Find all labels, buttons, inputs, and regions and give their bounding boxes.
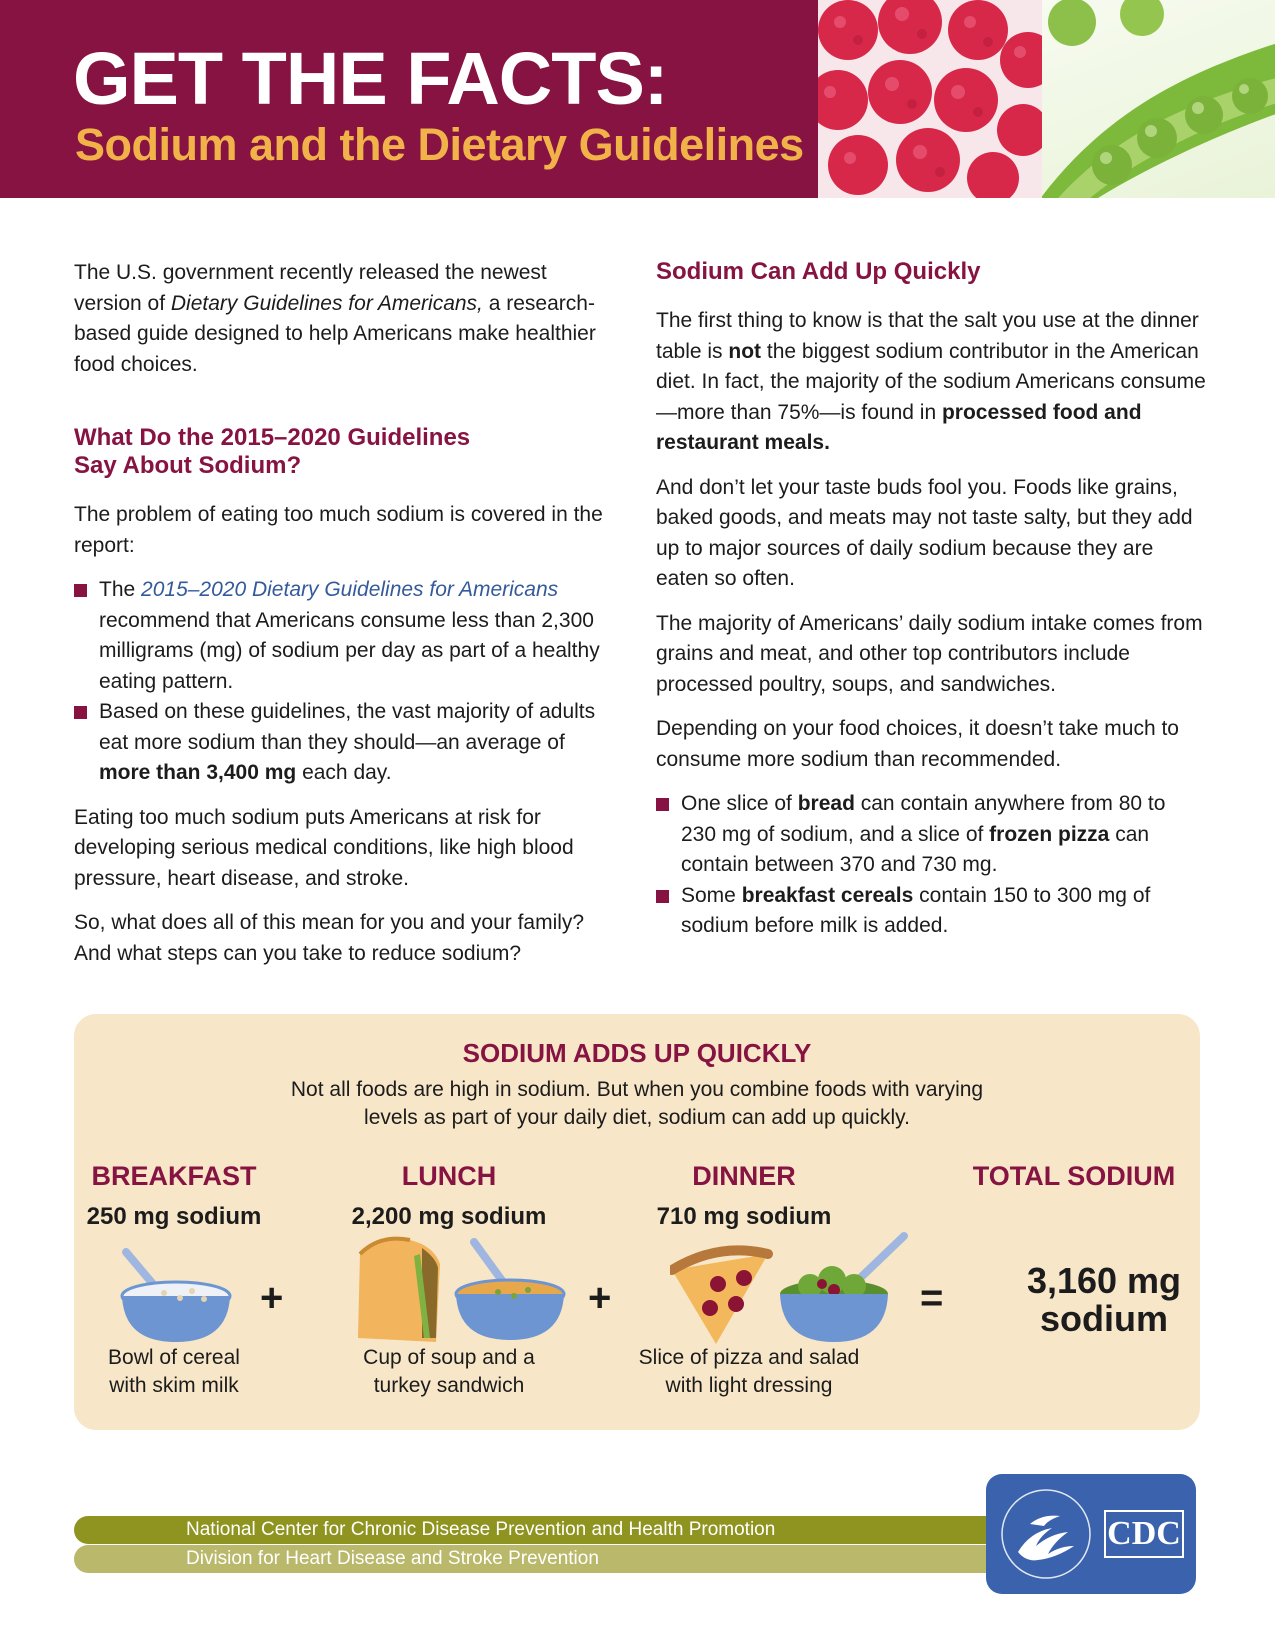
meal-label: BREAKFAST — [91, 1161, 257, 1191]
problem-paragraph: The problem of eating too much sodium is covered in the report: — [74, 503, 603, 557]
raspberries-photo — [818, 0, 1042, 198]
add-up-heading: Sodium Can Add Up Quickly — [656, 258, 981, 285]
left-column — [74, 258, 614, 983]
guidelines-bullet-list — [74, 575, 614, 789]
majority-paragraph: The majority of Americans’ daily sodium intake comes from grains and meat, and other top contributors include processed poultry, soups, and sandwiches. — [656, 611, 1203, 696]
lunch-column — [344, 1160, 554, 1232]
meal-amount: 250 mg sodium — [86, 1203, 262, 1230]
pizza-slice-icon — [670, 1240, 774, 1344]
peas-photo — [1042, 0, 1275, 198]
footer-bar-division — [74, 1545, 1004, 1573]
bullet-square-icon — [74, 706, 87, 719]
meal-amount: 2,200 mg sodium — [351, 1203, 547, 1230]
intro-paragraph: The U.S. government recently released the newest version of Dietary Guidelines for Americans, a research-based guide designed to help Americans make healthier food choices. — [74, 261, 596, 376]
header-band — [0, 0, 818, 198]
total-value: 3,160 mg sodium — [1026, 1260, 1182, 1339]
hhs-eagle-icon — [990, 1474, 1100, 1594]
box-title: SODIUM ADDS UP QUICKLY — [462, 1038, 812, 1068]
page-title: GET THE FACTS: — [73, 37, 668, 120]
salt-paragraph: The first thing to know is that the salt you use at the dinner table is not the biggest sodium contributor in the American diet. In fact, the majority of the sodium Americans consume—more than 75%—is found in processed food and restaurant meals. — [656, 309, 1206, 454]
plus-sign: + — [260, 1276, 284, 1320]
guidelines-heading: What Do the 2015–2020 Guidelines Say About Sodium? — [74, 424, 471, 479]
total-column — [954, 1160, 1194, 1192]
total-label: TOTAL SODIUM — [972, 1161, 1176, 1191]
footer-bar-center — [74, 1516, 1004, 1544]
list-item: One slice of bread can contain anywhere from 80 to 230 mg of sodium, and a slice of frozen pizza can contain between 370 and 730 mg. — [656, 789, 1206, 881]
guidelines-link[interactable]: 2015–2020 Dietary Guidelines for Americans — [141, 578, 559, 601]
bullet-square-icon — [74, 584, 87, 597]
header-banner — [0, 0, 1275, 198]
sandwich-icon — [350, 1234, 450, 1346]
soup-bowl-icon — [450, 1236, 570, 1346]
right-column — [656, 258, 1206, 956]
page-subtitle: Sodium and the Dietary Guidelines — [75, 119, 804, 170]
cdc-wordmark: CDC — [1104, 1510, 1184, 1558]
meal-description: Cup of soup and a turkey sandwich — [363, 1346, 535, 1397]
cdc-logo — [986, 1474, 1196, 1594]
list-item: Some breakfast cereals contain 150 to 300 mg of sodium before milk is added. — [656, 881, 1206, 942]
bullet-square-icon — [656, 798, 669, 811]
equals-sign: = — [920, 1276, 944, 1320]
meal-label: DINNER — [692, 1161, 796, 1191]
meal-label: LUNCH — [401, 1161, 497, 1191]
cereal-bowl-icon — [118, 1246, 238, 1346]
footer-center-name: National Center for Chronic Disease Prevention and Health Promotion — [186, 1519, 776, 1540]
question-paragraph: So, what does all of this mean for you and your family? And what steps can you take to reduce sodium? — [74, 911, 585, 965]
meal-description: Slice of pizza and salad with light dressing — [638, 1346, 860, 1397]
dinner-column — [634, 1160, 854, 1232]
sodium-adds-up-box — [74, 1014, 1200, 1430]
meal-amount: 710 mg sodium — [656, 1203, 832, 1230]
taste-paragraph: And don’t let your taste buds fool you. Foods like grains, baked goods, and meats may not taste salty, but they add up to major sources of daily sodium because they are eaten so often. — [656, 475, 1193, 590]
footer-division-name: Division for Heart Disease and Stroke Prevention — [186, 1548, 599, 1569]
bullet-square-icon — [656, 890, 669, 903]
plus-sign: + — [588, 1276, 612, 1320]
box-intro: Not all foods are high in sodium. But when you combine foods with varying levels as part of your daily diet, sodium can add up quickly. — [290, 1078, 984, 1129]
salad-bowl-icon — [774, 1230, 910, 1346]
choices-paragraph: Depending on your food choices, it doesn’t take much to consume more sodium than recommended. — [656, 717, 1179, 771]
list-item: Based on these guidelines, the vast majority of adults eat more sodium than they should—an average of more than 3,400 mg each day. — [74, 697, 614, 789]
sodium-bullet-list — [656, 789, 1206, 942]
risk-paragraph: Eating too much sodium puts Americans at risk for developing serious medical conditions, like high blood pressure, heart disease, and stroke. — [74, 805, 574, 890]
meal-description: Bowl of cereal with skim milk — [108, 1346, 240, 1397]
breakfast-column — [84, 1160, 264, 1232]
list-item: The 2015–2020 Dietary Guidelines for Americans recommend that Americans consume less than 2,300 milligrams (mg) of sodium per day as part of a healthy eating pattern. — [74, 575, 614, 697]
